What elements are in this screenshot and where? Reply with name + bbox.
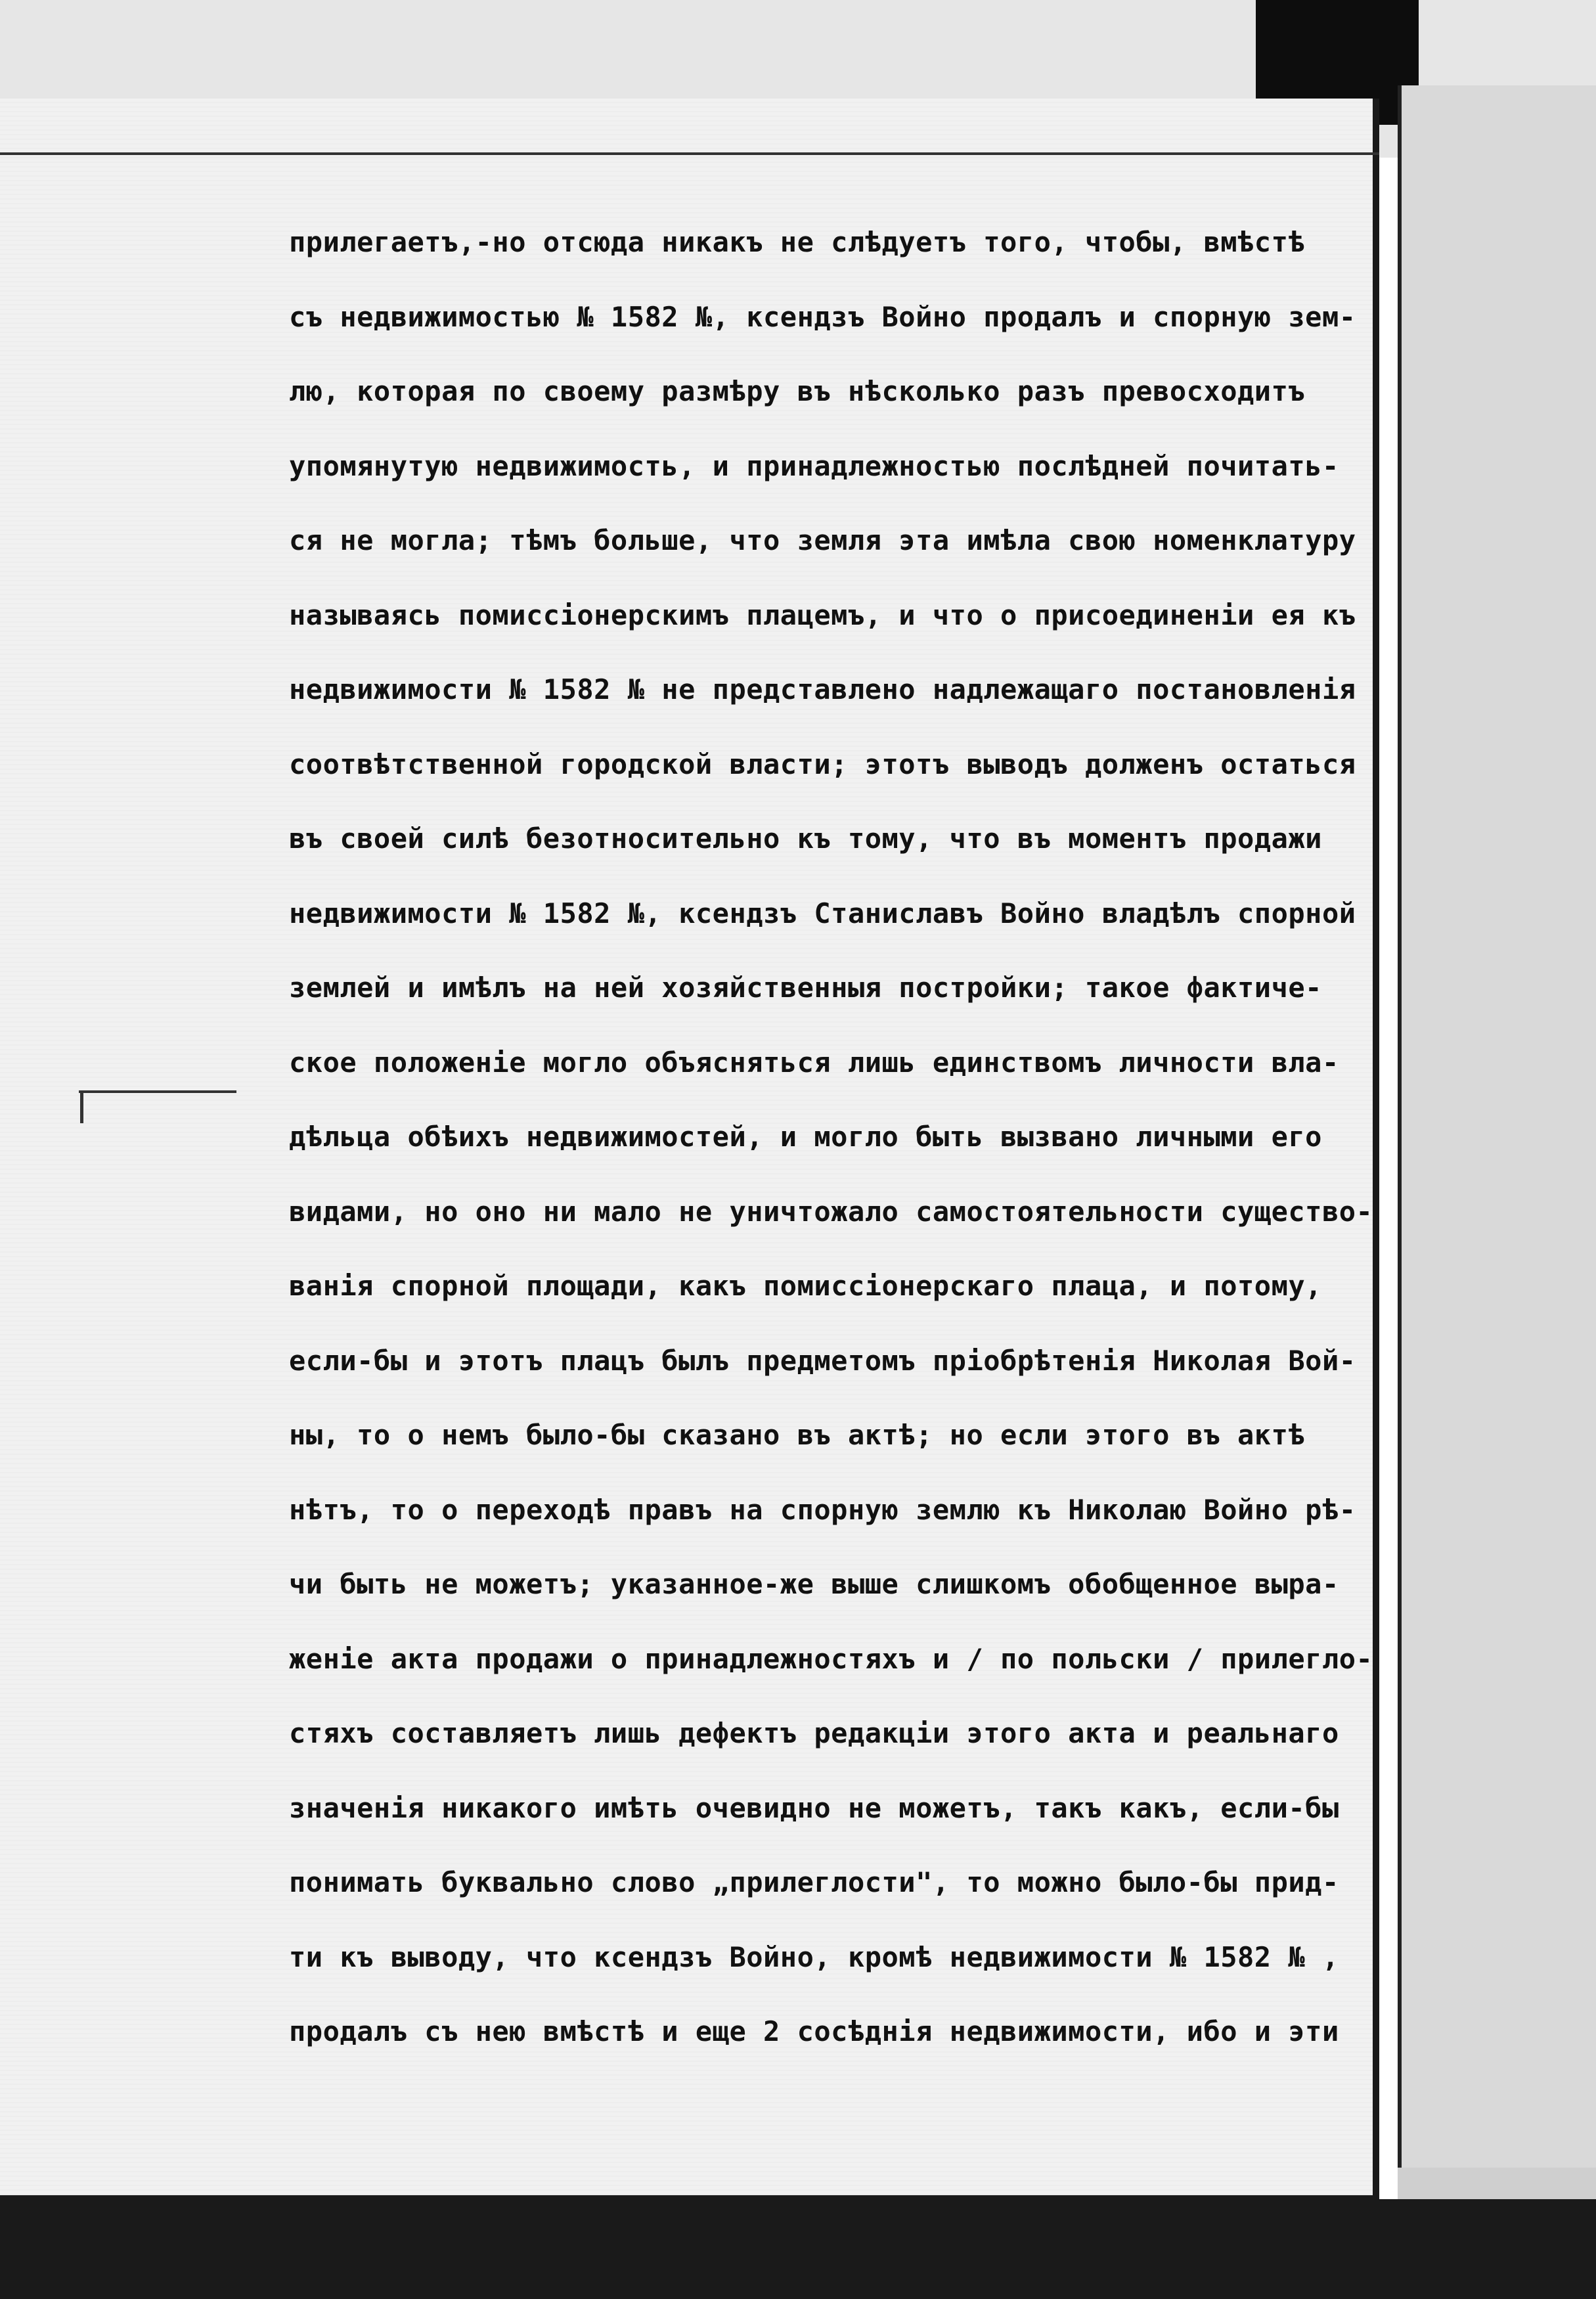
text-line: землей и имѣлъ на ней хозяйственныя постройки; такое фактиче- [289,971,1322,1004]
text-line: понимать буквально слово „прилеглости", то можно было-бы прид- [289,1866,1339,1898]
text-line: стяхъ составляетъ лишь дефектъ редакціи этого акта и реальнаго [289,1717,1339,1749]
text-line: въ своей силѣ безотносительно къ тому, что въ моментъ продажи [289,822,1322,855]
scan-background-bottom [0,2199,1596,2299]
text-line: ти къ выводу, что ксендзъ Войно, кромѣ недвижимости № 1582 № , [289,1940,1339,1973]
text-line: ны, то о немъ было-бы сказано въ актѣ; но если этого въ актѣ [289,1419,1306,1451]
text-line: недвижимости № 1582 №, ксендзъ Станиславъ Войно владѣлъ спорной [289,897,1356,929]
text-line: видами, но оно ни мало не уничтожало самостоятельности существо- [289,1195,1373,1228]
text-line: соотвѣтственной городской власти; этотъ выводъ долженъ остаться [289,748,1356,780]
text-line: съ недвижимостью № 1582 №, ксендзъ Войно продалъ и спорную зем- [289,300,1356,333]
text-line: прилегаетъ,-но отсюда никакъ не слѣдуетъ того, чтобы, вмѣстѣ [289,226,1306,258]
text-line: если-бы и этотъ плацъ былъ предметомъ пріобрѣтенія Николая Вой- [289,1344,1356,1377]
page-top-edge [0,152,1379,155]
text-line: называясь помиссіонерскимъ плацемъ, и что о присоединеніи ея къ [289,598,1356,631]
text-line: дѣльца обѣихъ недвижимостей, и могло быть вызвано личными его [289,1121,1322,1153]
text-line: упомянутую недвижимость, и принадлежностью послѣдней почитать- [289,449,1339,482]
text-line: недвижимости № 1582 № не представлено надлежащаго постановленія [289,673,1356,705]
text-line: чи быть не можетъ; указанное-же выше слишкомъ обобщенное выра- [289,1568,1339,1600]
text-line: ское положеніе могло объясняться лишь единствомъ личности вла- [289,1046,1339,1079]
text-line: нѣтъ, то о переходѣ правъ на спорную землю къ Николаю Войно рѣ- [289,1493,1356,1526]
margin-tick [80,1090,83,1123]
adjacent-page-edge [1398,85,1596,2200]
text-line: значенія никакого имѣть очевидно не можетъ, такъ какъ, если-бы [289,1791,1339,1824]
text-line: женіе акта продажи о принадлежностяхъ и / по польски / прилегло- [289,1642,1373,1675]
text-line: ванія спорной площади, какъ помиссіонерскаго плаца, и потому, [289,1270,1322,1302]
text-line: лю, которая по своему размѣру въ нѣсколько разъ превосходитъ [289,375,1306,407]
text-line: продалъ съ нею вмѣстѣ и еще 2 сосѣднія недвижимости, ибо и эти [289,2015,1339,2047]
typed-text-body [289,205,1406,2069]
margin-mark [79,1090,236,1093]
text-line: ся не могла; тѣмъ больше, что земля эта имѣла свою номенклатуру [289,524,1356,556]
